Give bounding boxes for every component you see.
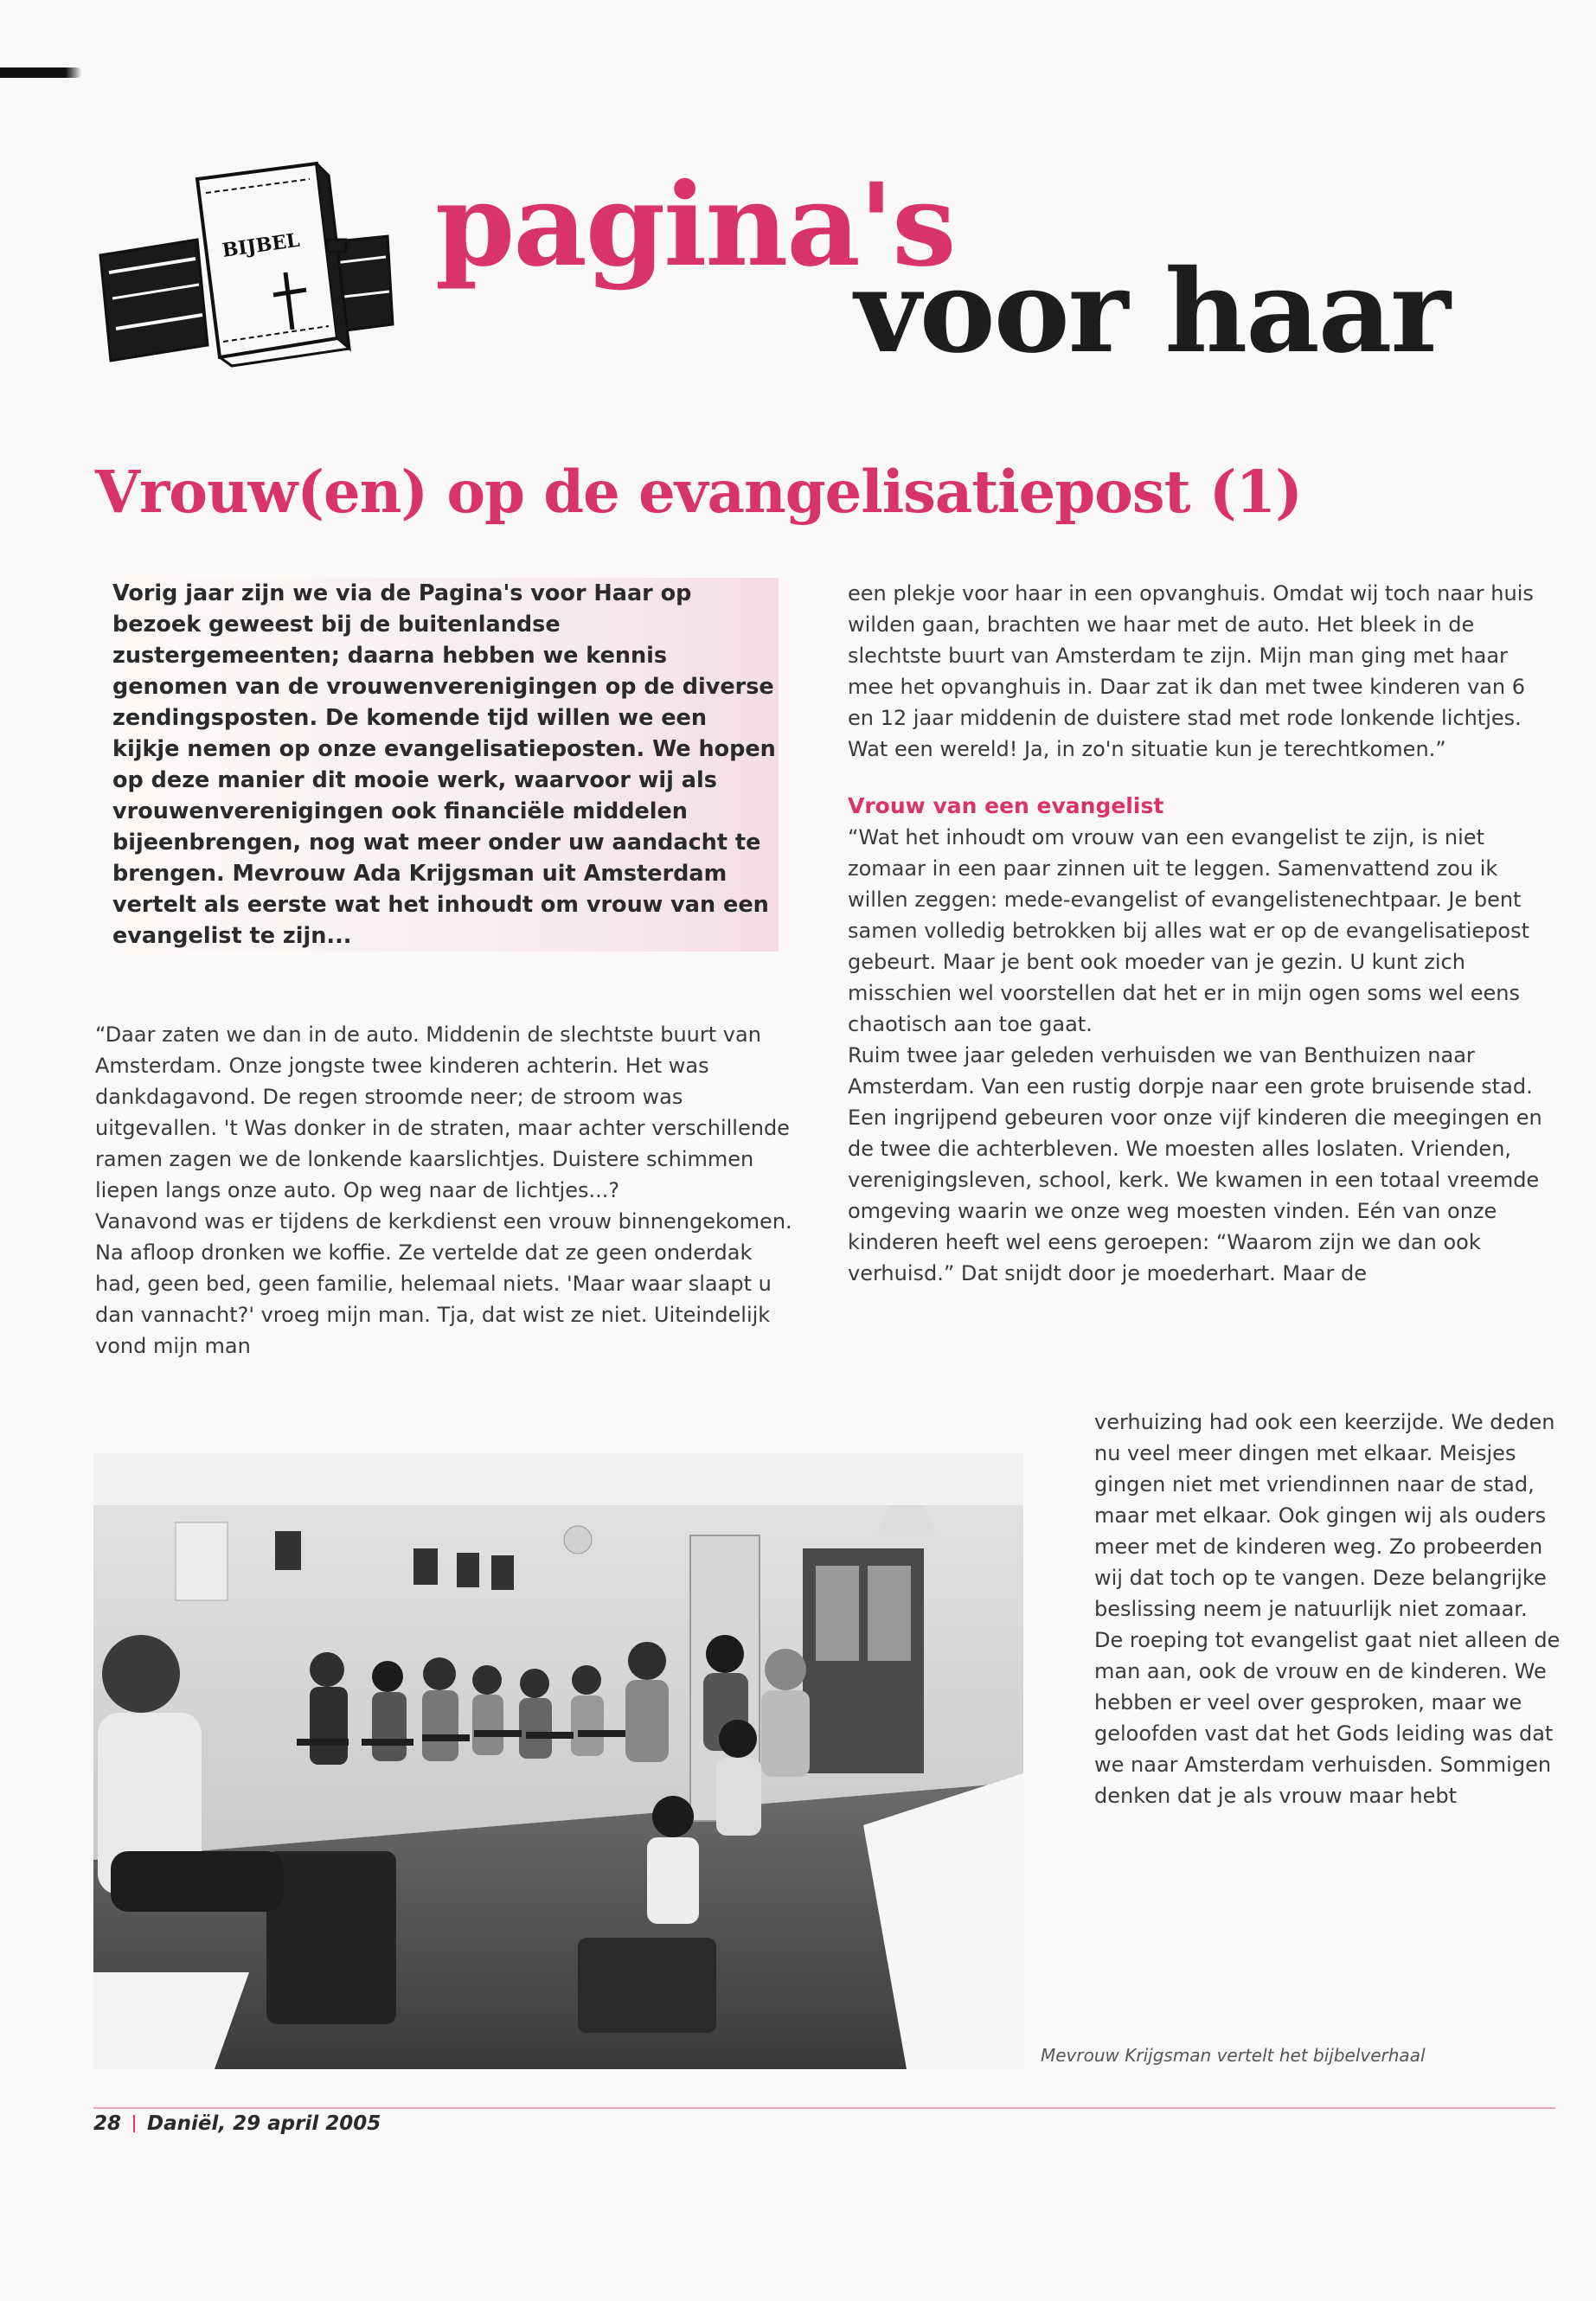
masthead-title-line2: voor haar bbox=[855, 245, 1449, 379]
corner-mark bbox=[0, 67, 82, 78]
publication-info: Daniël, 29 april 2005 bbox=[147, 2112, 381, 2135]
right-paragraph-2: “Wat het inhoudt om vrouw van een evangelist te zijn, is niet zomaar in een paar zinnen uit te leggen. Samenvattend zou ik willen zeggen: mede-evangelist of evangelistenechtpaar. Je bent samen volledig betrokken bij alles wat er op de evangelisatiepost gebeurt. Maar je bent ook moeder van je gezin. U kunt zich misschien wel voorstellen dat het er in mijn ogen soms wel eens chaotisch aan toe gaat. bbox=[848, 825, 1529, 1036]
article-photo bbox=[93, 1453, 1023, 2069]
svg-text:BIJBEL: BIJBEL bbox=[221, 228, 302, 262]
right-paragraph-1: een plekje voor haar in een opvanghuis. Omdat wij toch naar huis wilden gaan, brachten we haar met de auto. Het bleek in de slechtste buurt van Amsterdam te zijn. Mijn man ging met haar mee het opvanghuis in. Daar zat ik dan met twee kinderen van 6 en 12 jaar middenin de duistere stad met rode lonkende lichtjes. Wat een wereld! Ja, in zo'n situatie kun je terechtkomen.” bbox=[848, 581, 1534, 761]
right-paragraph-3: Ruim twee jaar geleden verhuisden we van Benthuizen naar Amsterdam. Van een rustig dorpje naar een grote bruisende stad. Een ingrijpend gebeuren voor onze vijf kinderen die meegingen en de twee die achterbleven. We moesten alles loslaten. Vrienden, verenigingsleven, school, kerk. We kwamen in een totaal vreemde omgeving waarin we onze weg moesten vinden. Eén van onze kinderen heeft wel eens geroepen: “Waarom zijn we dan ook verhuisd.” Dat snijdt door je moederhart. Maar de bbox=[848, 1043, 1542, 1285]
left-paragraph-2: Vanavond was er tijdens de kerkdienst een vrouw binnengekomen. Na afloop dronken we koffie. Ze vertelde dat ze geen onderdak had, geen bed, geen familie, helemaal niets. 'Maar waar slaapt u dan vannacht?' vroeg mijn man. Tja, dat wist ze niet. Uiteindelijk vond mijn man bbox=[95, 1209, 792, 1358]
bible-books-icon bbox=[93, 160, 405, 368]
right-narrow-column bbox=[1094, 1407, 1561, 1811]
masthead bbox=[93, 160, 1555, 385]
right-column bbox=[848, 578, 1548, 1289]
article-intro: Vorig jaar zijn we via de Pagina's voor Haar op bezoek geweest bij de buitenlandse zustergemeenten; daarna hebben we kennis genomen van de vrouwenverenigingen op de diverse zendingsposten. De komende tijd willen we een kijkje nemen op onze evangelisatieposten. We hopen op deze manier dit mooie werk, waarvoor wij als vrouwenverenigingen ook financiële middelen bijeenbrengen, nog wat meer onder uw aandacht te brengen. Mevrouw Ada Krijgsman uit Amsterdam vertelt als eerste wat het inhoudt om vrouw van een evangelist te zijn... bbox=[112, 578, 779, 952]
photo-caption: Mevrouw Krijgsman vertelt het bijbelverhaal bbox=[1041, 2045, 1426, 2066]
page-number: 28 bbox=[93, 2112, 122, 2135]
photo-illustration bbox=[93, 1453, 1023, 2069]
right-paragraph-4: verhuizing had ook een keerzijde. We deden nu veel meer dingen met elkaar. Meisjes gingen niet met vriendinnen naar de stad, maar met elkaar. Ook gingen wij als ouders meer met de kinderen weg. Zo probeerden wij dat toch op te vangen. Deze belangrijke beslissing neem je natuurlijk niet zomaar. De roeping tot evangelist gaat niet alleen de man aan, ook de vrouw en de kinderen. We hebben er veel over gesproken, maar we geloofden vast dat het Gods leiding was dat we naar Amsterdam verhuisden. Sommigen denken dat je als vrouw maar hebt bbox=[1094, 1410, 1561, 1808]
left-paragraph-1: “Daar zaten we dan in de auto. Middenin de slechtste buurt van Amsterdam. Onze jongste twee kinderen achterin. Het was dankdagavond. De regen stroomde neer; de stroom was uitgevallen. 't Was donker in de straten, maar achter verschillende ramen zagen we de lonkende kaarslichtjes. Duistere schimmen liepen langs onze auto. Op weg naar de lichtjes...? bbox=[95, 1022, 790, 1202]
footer-separator bbox=[133, 2115, 135, 2132]
article-headline: Vrouw(en) op de evangelisatiepost (1) bbox=[95, 458, 1302, 526]
footer-rule bbox=[93, 2107, 1555, 2109]
page-footer bbox=[93, 2112, 381, 2135]
section-subhead: Vrouw van een evangelist bbox=[848, 793, 1164, 818]
left-column bbox=[95, 1019, 800, 1362]
masthead-title-line1: pagina's bbox=[435, 158, 955, 292]
